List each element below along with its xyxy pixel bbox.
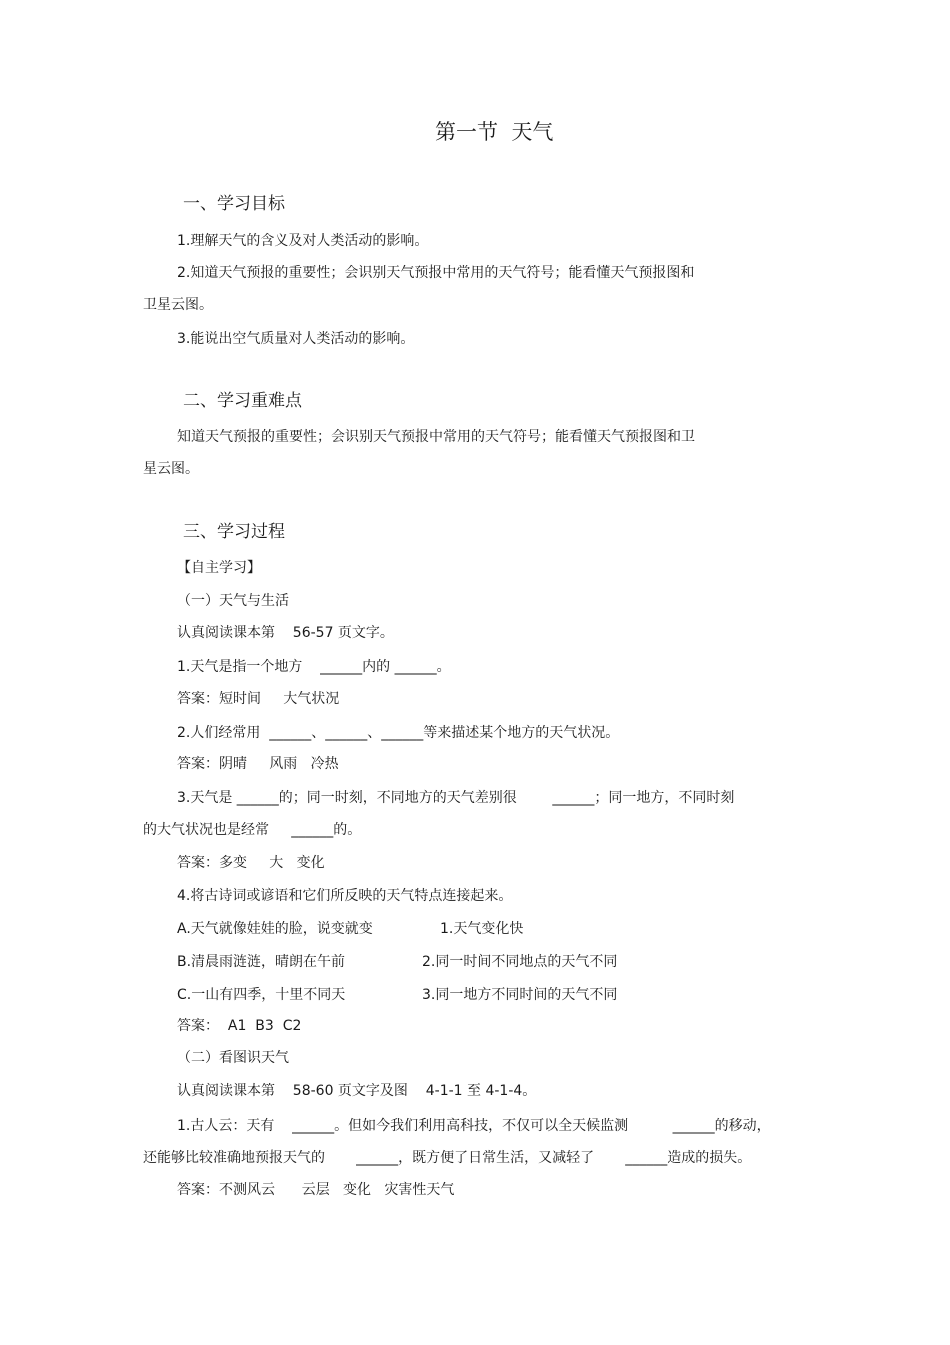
answer-3: 答案：多变 大 变化 (177, 855, 325, 871)
answer-1: 答案：短时间 大气状况 (177, 691, 340, 707)
self-study-label: 【自主学习】 (177, 560, 261, 576)
question-4: 4.将古诗词或谚语和它们所反映的天气特点连接起来。 (177, 888, 513, 904)
page-title: 第一节 天气 (435, 120, 554, 144)
section-heading-key-points: 二、学习重难点 (183, 391, 302, 411)
part2-question-1-line-2: 还能够比较准确地预报天气的 ______，既方便了日常生活，又减轻了 ______造成的损失。 (143, 1150, 752, 1166)
part2-answer-1: 答案：不测风云 云层 变化 灾害性天气 (177, 1182, 455, 1198)
match-item-b: B.清晨雨涟涟，晴朗在午前 (177, 954, 346, 970)
match-option-3: 3.同一地方不同时间的天气不同 (422, 987, 618, 1003)
match-option-1: 1.天气变化快 (440, 921, 524, 937)
match-item-a: A.天气就像娃娃的脸，说变就变 (177, 921, 373, 937)
question-3-line-2: 的大气状况也是经常 ______的。 (143, 822, 362, 838)
section-heading-objectives: 一、学习目标 (183, 194, 285, 214)
section-heading-process: 三、学习过程 (183, 522, 285, 542)
part2-heading: （二）看图识天气 (177, 1050, 289, 1066)
objective-item-2-line-1: 2.知道天气预报的重要性；会识别天气预报中常用的天气符号；能看懂天气预报图和 (177, 265, 695, 281)
answer-2: 答案：阴晴 风雨 冷热 (177, 756, 339, 772)
question-2: 2.人们经常用 ______、______、______等来描述某个地方的天气状况。 (177, 725, 620, 741)
answer-4: 答案： A1 B3 C2 (177, 1018, 302, 1034)
match-item-c: C.一山有四季，十里不同天 (177, 987, 346, 1003)
question-3-line-1: 3.天气是 ______的；同一时刻，不同地方的天气差别很 ______；同一地方，不同时刻 (177, 790, 735, 806)
part1-instruction: 认真阅读课本第 56-57 页文字。 (177, 625, 394, 641)
objective-item-3: 3.能说出空气质量对人类活动的影响。 (177, 331, 415, 347)
part1-heading: （一）天气与生活 (177, 593, 289, 609)
key-points-line-2: 星云图。 (143, 461, 199, 477)
part2-question-1-line-1: 1.古人云：天有 ______。但如今我们利用高科技，不仅可以全天候监测 ______的移动， (177, 1118, 771, 1134)
part2-instruction: 认真阅读课本第 58-60 页文字及图 4-1-1 至 4-1-4。 (177, 1083, 537, 1099)
key-points-line-1: 知道天气预报的重要性；会识别天气预报中常用的天气符号；能看懂天气预报图和卫 (177, 429, 695, 445)
question-1: 1.天气是指一个地方 ______内的 ______。 (177, 659, 451, 675)
match-option-2: 2.同一时间不同地点的天气不同 (422, 954, 618, 970)
objective-item-2-line-2: 卫星云图。 (143, 297, 213, 313)
objective-item-1: 1.理解天气的含义及对人类活动的影响。 (177, 233, 429, 249)
